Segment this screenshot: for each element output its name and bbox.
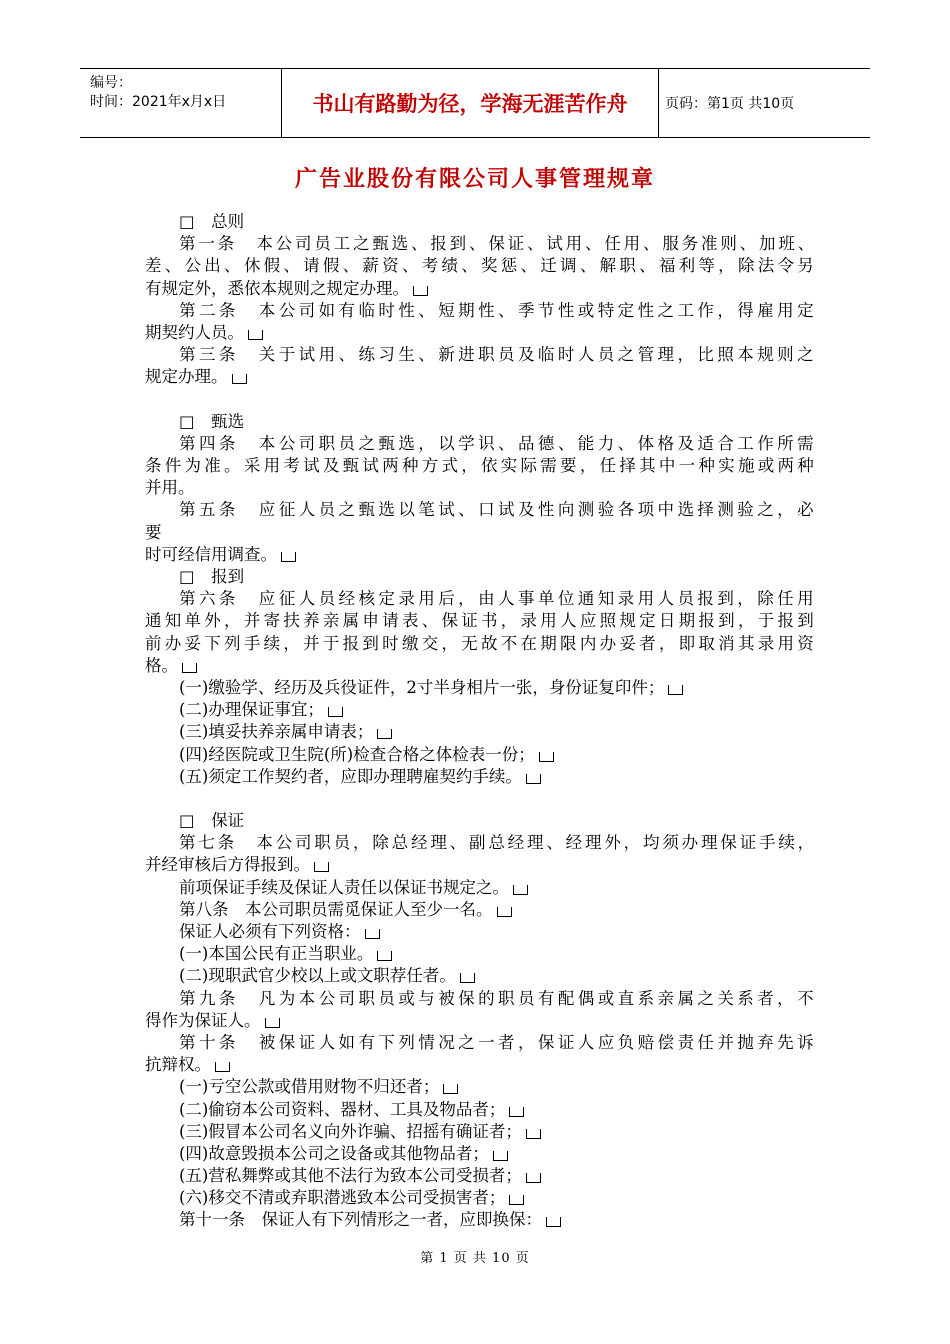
paragraph-mark-icon: [182, 663, 197, 673]
paragraph-mark-icon: [509, 1195, 524, 1205]
text-line: [145, 1209, 817, 1231]
line-text: 前办妥下列手续，并于报到时缴交，无故不在期限内办妥者，即取消其录用资: [145, 633, 817, 653]
text-line: [145, 677, 817, 699]
line-text: (一)缴验学、经历及兵役证件，2寸半身相片一张，身份证复印件；: [179, 677, 665, 697]
line-text: (二)现职武官少校以上或文职荐任者。: [179, 966, 456, 986]
line-text: 要: [145, 522, 162, 542]
text-line: [145, 300, 817, 322]
line-text: 第一条 本公司员工之甄选、报到、保证、试用、任用、服务准则、加班、: [179, 234, 817, 254]
line-text: 前项保证手续及保证人责任以保证书规定之。: [179, 877, 509, 897]
section-heading: [145, 211, 817, 233]
paragraph-mark-icon: [265, 1018, 280, 1028]
line-text: 差、公出、休假、请假、薪资、考绩、奖惩、迁调、解职、福利等，除法令另: [145, 256, 817, 276]
paragraph-mark-icon: [443, 1084, 458, 1094]
paragraph-mark-icon: [509, 1107, 524, 1117]
text-line: [145, 233, 817, 255]
line-text: 第二条 本公司如有临时性、短期性、季节性或特定性之工作，得雇用定: [179, 300, 817, 320]
text-line: [145, 988, 817, 1010]
header-page-info: 页码：第1页 共10页: [665, 96, 795, 112]
line-text: 保证人必须有下列资格：: [179, 922, 361, 941]
line-text: (一)本国公民有正当职业。: [179, 944, 374, 964]
blank-line: [145, 788, 817, 810]
paragraph-mark-icon: [539, 752, 554, 762]
text-line: [145, 322, 817, 344]
line-text: 规定办理。: [145, 367, 228, 387]
paragraph-mark-icon: [513, 885, 528, 895]
document-title: 广告业股份有限公司人事管理规章: [294, 167, 655, 192]
line-text: 时可经信用调查。: [145, 544, 277, 564]
text-line: [145, 544, 817, 566]
paragraph-mark-icon: [526, 1173, 541, 1183]
paragraph-mark-icon: [493, 1151, 508, 1161]
text-line: [145, 610, 817, 632]
line-text: 条件为准。采用考试及甄试两种方式，依实际需要，任择其中一种实施或两种: [145, 456, 817, 476]
page-header: [80, 68, 870, 138]
line-text: 格。: [145, 655, 178, 675]
text-line: [145, 1032, 817, 1054]
text-line: [145, 832, 817, 854]
text-line: [145, 766, 817, 788]
text-line: [145, 943, 817, 965]
line-text: 第十一条 保证人有下列情形之一者，应即换保：: [179, 1210, 542, 1230]
line-text: 第四条 本公司职员之甄选，以学识、品德、能力、体格及适合工作所需: [179, 433, 817, 453]
text-line: [145, 499, 817, 521]
text-line: [145, 921, 817, 943]
line-text: 第七条 本公司职员，除总经理、副总经理、经理外，均须办理保证手续，: [179, 833, 817, 853]
paragraph-mark-icon: [377, 729, 392, 739]
text-line: [145, 655, 817, 677]
line-text: □ 保证: [179, 811, 245, 831]
line-text: 并用。: [145, 478, 195, 498]
document-date: 时间：2021年x月x日: [90, 94, 227, 110]
text-line: [145, 721, 817, 743]
line-text: 第八条 本公司职员需觅保证人至少一名。: [179, 899, 493, 919]
paragraph-mark-icon: [526, 1129, 541, 1139]
text-line: [145, 344, 817, 366]
line-text: (四)故意毁损本公司之设备或其他物品者；: [179, 1143, 489, 1163]
text-line: [145, 455, 817, 477]
blank-line: [145, 389, 817, 411]
text-line: [145, 877, 817, 899]
text-line: [145, 1143, 817, 1165]
text-line: [145, 1054, 817, 1076]
line-text: □ 甄选: [179, 411, 245, 431]
paragraph-mark-icon: [232, 374, 247, 384]
paragraph-mark-icon: [314, 862, 329, 872]
text-line: [145, 744, 817, 766]
paragraph-mark-icon: [668, 685, 683, 695]
text-line: [145, 588, 817, 610]
line-text: 期契约人员。: [145, 322, 244, 342]
paragraph-mark-icon: [497, 907, 512, 917]
text-line: [145, 1010, 817, 1032]
line-text: (六)移交不清或弃职潜逃致本公司受损害者；: [179, 1188, 506, 1208]
line-text: (二)办理保证事宜；: [179, 700, 324, 720]
text-line: [145, 255, 817, 277]
line-text: 第六条 应征人员经核定录用后，由人事单位通知录用人员报到，除任用: [179, 589, 817, 609]
line-text: (一)亏空公款或借用财物不归还者；: [179, 1077, 440, 1097]
line-text: 第九条 凡为本公司职员或与被保的职员有配偶或直系亲属之关系者，不: [179, 988, 817, 1008]
text-line: [145, 1165, 817, 1187]
text-line: [145, 433, 817, 455]
line-text: 并经审核后方得报到。: [145, 855, 310, 875]
page-footer: 第 1 页 共 10 页: [420, 1251, 530, 1266]
paragraph-mark-icon: [460, 973, 475, 983]
line-text: 抗辩权。: [145, 1055, 211, 1075]
line-text: (二)偷窃本公司资料、器材、工具及物品者；: [179, 1099, 506, 1119]
section-heading: [145, 810, 817, 832]
line-text: (五)营私舞弊或其他不法行为致本公司受损者；: [179, 1166, 522, 1186]
paragraph-mark-icon: [328, 707, 343, 717]
section-heading: [145, 411, 817, 433]
line-text: (四)经医院或卫生院(所)检查合格之体检表一份；: [179, 744, 535, 764]
line-text: □ 总则: [179, 212, 245, 231]
text-line: [145, 366, 817, 388]
line-text: 第三条 关于试用、练习生、新进职员及临时人员之管理，比照本规则之: [179, 345, 817, 365]
paragraph-mark-icon: [365, 929, 380, 939]
document-body: [145, 211, 817, 1232]
text-line: [145, 1121, 817, 1143]
paragraph-mark-icon: [413, 286, 428, 296]
text-line: [145, 854, 817, 876]
paragraph-mark-icon: [215, 1062, 230, 1072]
text-line: [145, 477, 817, 499]
text-line: [145, 699, 817, 721]
header-meta-cell: [80, 69, 282, 137]
document-number-label: 编号：: [90, 75, 132, 91]
line-text: □ 报到: [179, 567, 245, 586]
line-text: 得作为保证人。: [145, 1010, 261, 1030]
line-text: 第五条 应征人员之甄选以笔试、口试及性向测验各项中选择测验之，必: [179, 500, 817, 520]
text-line: [145, 1099, 817, 1121]
text-line: [145, 899, 817, 921]
section-heading: [145, 566, 817, 588]
paragraph-mark-icon: [377, 951, 392, 961]
text-line: [145, 633, 817, 655]
text-line: [145, 1076, 817, 1098]
line-text: 第十条 被保证人如有下列情况之一者，保证人应负赔偿责任并抛弃先诉: [179, 1032, 817, 1052]
paragraph-mark-icon: [248, 330, 263, 340]
text-line: [145, 278, 817, 300]
line-text: 有规定外，悉依本规则之规定办理。: [145, 278, 409, 298]
paragraph-mark-icon: [281, 552, 296, 562]
line-text: 通知单外，并寄扶养亲属申请表、保证书，录用人应照规定日期报到，于报到: [145, 611, 817, 631]
text-line: [145, 522, 817, 544]
header-motto: 书山有路勤为径，学海无涯苦作舟: [282, 69, 659, 137]
paragraph-mark-icon: [526, 774, 541, 784]
line-text: (五)须定工作契约者，应即办理聘雇契约手续。: [179, 766, 522, 786]
line-text: (三)假冒本公司名义向外诈骗、招摇有确证者；: [179, 1121, 522, 1141]
text-line: [145, 965, 817, 987]
line-text: (三)填妥扶养亲属申请表；: [179, 722, 374, 742]
paragraph-mark-icon: [546, 1217, 561, 1227]
text-line: [145, 1187, 817, 1209]
